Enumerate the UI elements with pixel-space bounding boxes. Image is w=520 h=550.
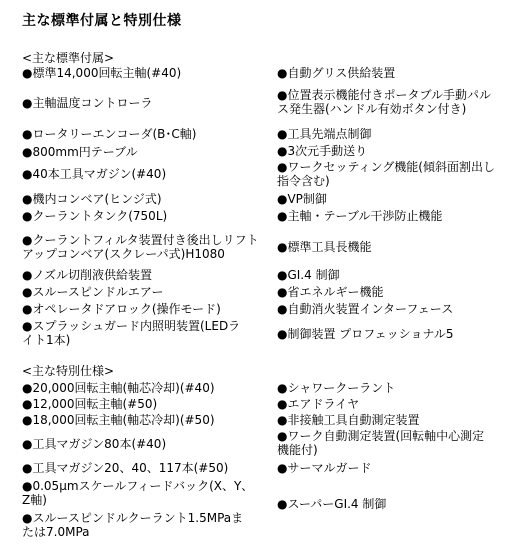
standard-item: ●GI.4 制御 xyxy=(277,268,340,282)
special-item: ●ワーク自動測定装置(回転軸中心測定 機能付) xyxy=(277,429,485,457)
standard-item: ●スルースピンドルエアー xyxy=(22,285,164,299)
standard-item: ●工具先端点制御 xyxy=(277,127,372,141)
special-section-heading: <主な特別仕様> xyxy=(22,364,115,378)
special-item: ●工具マガジン80本(#40) xyxy=(22,437,167,451)
standard-item: ●自動グリス供給装置 xyxy=(277,66,396,80)
special-item: ●非接触工具自動測定装置 xyxy=(277,413,420,427)
standard-item: ●自動消火装置インターフェース xyxy=(277,302,454,316)
standard-item: ●主軸温度コントローラ xyxy=(22,96,153,110)
standard-item: ●クーラントタンク(750L) xyxy=(22,209,168,223)
standard-item: ●VP制御 xyxy=(277,192,327,206)
standard-item: ●ロータリーエンコーダ(B･C軸) xyxy=(22,127,197,141)
page-title: 主な標準付属と特別仕様 xyxy=(22,13,182,29)
standard-item: ●800mm円テーブル xyxy=(22,145,138,159)
special-item: ●スーパーGI.4 制御 xyxy=(277,497,387,511)
standard-item: ●40本工具マガジン(#40) xyxy=(22,167,167,181)
standard-item: ●主軸・テーブル干渉防止機能 xyxy=(277,209,443,223)
standard-section-heading: <主な標準付属> xyxy=(22,51,115,65)
special-item: ●12,000回転主軸(#50) xyxy=(22,397,158,411)
standard-item: ●オペレータドアロック(操作モード) xyxy=(22,302,221,316)
special-item: ●工具マガジン20、40、117本(#50) xyxy=(22,461,229,475)
standard-item: ●クーラントフィルタ装置付き後出しリフト アップコンベア(スクレーパ式)H1080 xyxy=(22,233,259,261)
standard-item: ●制御装置 プロフェッショナル5 xyxy=(277,327,454,341)
special-item: ●シャワークーラント xyxy=(277,381,396,395)
special-item: ●0.05μmスケールフィードバック(X、Y、 Z軸) xyxy=(22,479,254,507)
standard-item: ●機内コンベア(ヒンジ式) xyxy=(22,192,162,206)
standard-item: ●標準14,000回転主軸(#40) xyxy=(22,66,182,80)
special-item: ●サーマルガード xyxy=(277,461,372,475)
special-item: ●エアドライヤ xyxy=(277,397,360,411)
standard-item: ●ワークセッティング機能(傾斜面割出し 指令含む) xyxy=(277,160,495,188)
special-item: ●スルースピンドルクーラント1.5MPaま たは7.0MPa xyxy=(22,511,244,539)
special-item: ●20,000回転主軸(軸芯冷却)(#40) xyxy=(22,381,215,395)
special-item: ●18,000回転主軸(軸芯冷却)(#50) xyxy=(22,413,215,427)
standard-item: ●省エネルギー機能 xyxy=(277,285,384,299)
standard-item: ●スプラッシュガード内照明装置(LEDラ イト1本) xyxy=(22,319,241,347)
standard-item: ●ノズル切削液供給装置 xyxy=(22,268,152,282)
standard-item: ●3次元手動送り xyxy=(277,144,368,158)
standard-item: ●位置表示機能付きポータブル手動パル ス発生器(ハンドル有効ボタン付き) xyxy=(277,88,491,116)
standard-item: ●標準工具長機能 xyxy=(277,240,372,254)
